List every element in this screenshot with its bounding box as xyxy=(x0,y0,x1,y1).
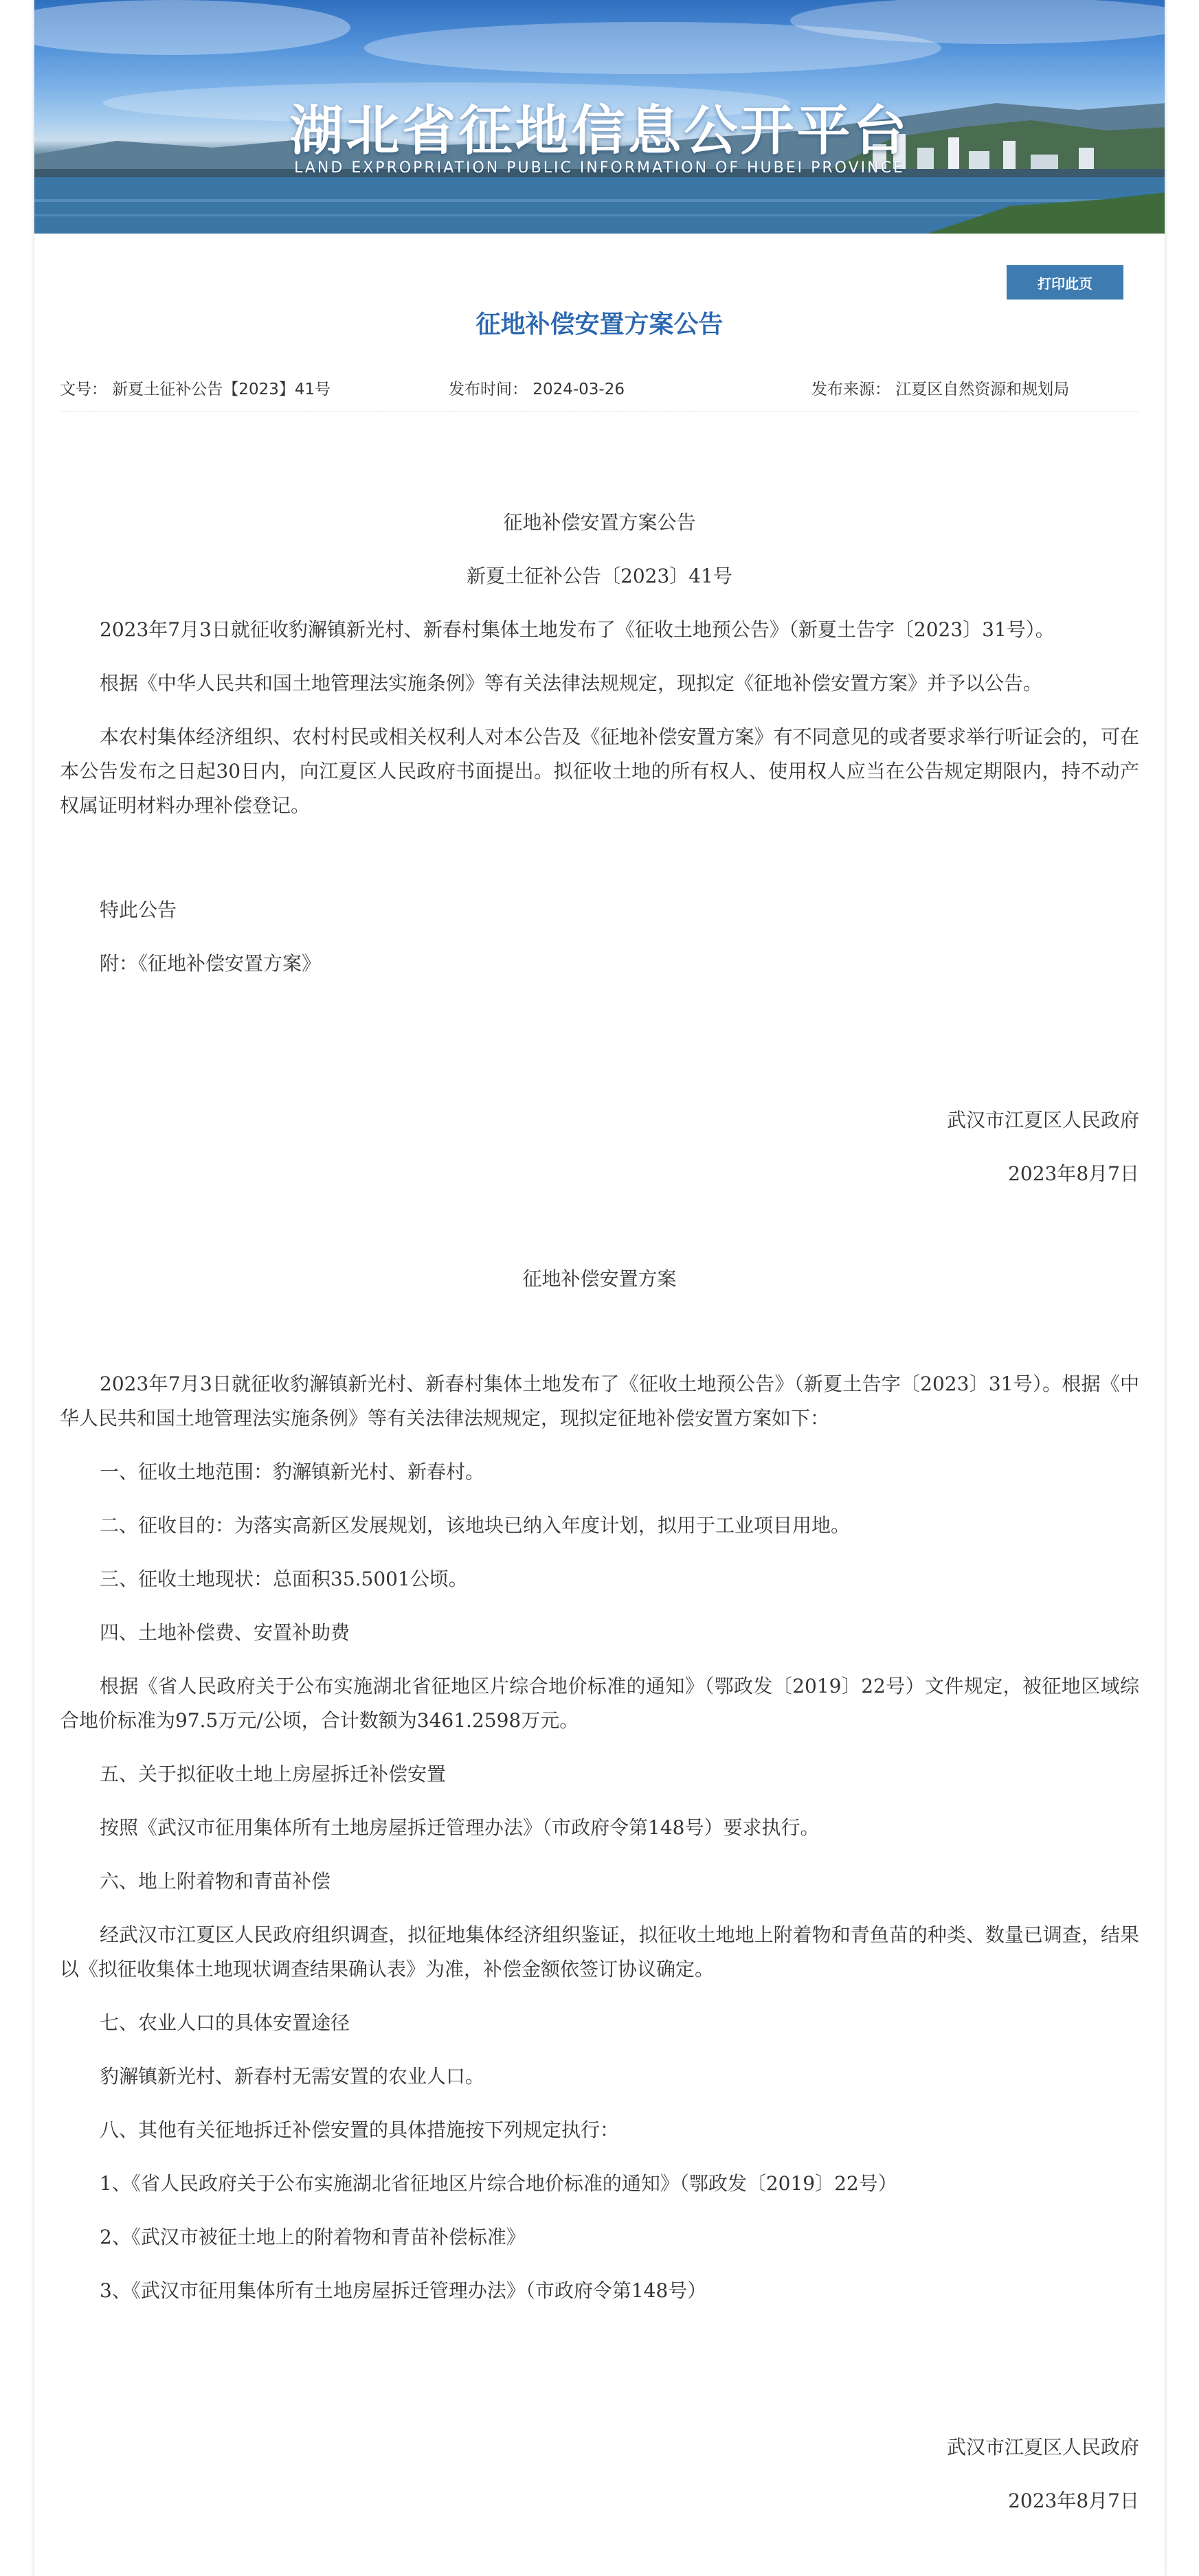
notice-closing: 特此公告 xyxy=(100,899,177,921)
plan-section: 八、其他有关征地拆迁补偿安置的具体措施按下列规定执行： xyxy=(100,2119,620,2141)
plan-paragraph: 按照《武汉市征用集体所有土地房屋拆迁管理办法》（市政府令第148号）要求执行。 xyxy=(100,1816,820,1839)
publish-time: 发布时间： 2024-03-26 xyxy=(449,381,625,398)
plan-section: 四、土地补偿费、安置补助费 xyxy=(100,1621,350,1644)
header-banner xyxy=(34,0,1165,234)
plan-section: 六、地上附着物和青苗补偿 xyxy=(100,1870,331,1893)
plan-intro: 2023年7月3日就征收豹澥镇新光村、新春村集体土地发布了《征收土地预公告》（新夏土告字〔2023〕31号）。根据《中华人民共和国土地管理法实施条例》等有关法律法规规定，现拟定征地补偿安置方案如下： xyxy=(60,1372,1139,1430)
page-title: 征地补偿安置方案公告 xyxy=(475,310,724,339)
notice-attachment: 附：《征地补偿安置方案》 xyxy=(100,952,322,975)
plan-section: 七、农业人口的具体安置途径 xyxy=(100,2011,350,2034)
page xyxy=(34,0,1165,2576)
plan-signer: 武汉市江夏区人民政府 xyxy=(946,2436,1139,2459)
plan-date: 2023年8月7日 xyxy=(1008,2489,1139,2512)
plan-section: 二、征收目的：为落实高新区发展规划，该地块已纳入年度计划，拟用于工业项目用地。 xyxy=(100,1514,851,1537)
print-page-button[interactable]: 打印此页 xyxy=(1007,265,1123,300)
plan-paragraph: 豹澥镇新光村、新春村无需安置的农业人口。 xyxy=(100,2065,485,2088)
notice-title: 征地补偿安置方案公告 xyxy=(503,511,696,534)
plan-reference: 1、《省人民政府关于公布实施湖北省征地区片综合地价标准的通知》（鄂政发〔2019〕22号） xyxy=(100,2172,897,2195)
plan-reference: 3、《武汉市征用集体所有土地房屋拆迁管理办法》（市政府令第148号） xyxy=(100,2279,707,2302)
notice-number: 新夏土征补公告〔2023〕41号 xyxy=(467,565,732,587)
notice-paragraph: 本农村集体经济组织、农村村民或相关权利人对本公告及《征地补偿安置方案》有不同意见的或者要求举行听证会的，可在本公告发布之日起30日内，向江夏区人民政府书面提出。拟征收土地的所有权人、使用权人应当在公告规定期限内，持不动产权属证明材料办理补偿登记。 xyxy=(60,725,1139,817)
plan-reference: 2、《武汉市被征土地上的附着物和青苗补偿标准》 xyxy=(100,2226,526,2248)
notice-signer: 武汉市江夏区人民政府 xyxy=(946,1109,1139,1131)
notice-paragraph: 根据《中华人民共和国土地管理法实施条例》等有关法律法规规定，现拟定《征地补偿安置方案》并予以公告。 xyxy=(100,672,1043,694)
document-meta xyxy=(60,376,1139,411)
plan-section: 三、征收土地现状：总面积35.5001公顷。 xyxy=(100,1568,468,1590)
site-title: 湖北省征地信息公开平台 xyxy=(289,100,910,162)
notice-date: 2023年8月7日 xyxy=(1008,1162,1139,1185)
publish-source: 发布来源： 江夏区自然资源和规划局 xyxy=(811,381,1070,398)
article-body xyxy=(60,495,1139,2518)
plan-paragraph: 经武汉市江夏区人民政府组织调查，拟征地集体经济组织鉴证，拟征收土地地上附着物和青鱼苗的种类、数量已调查，结果以《拟征收集体土地现状调查结果确认表》为准，补偿金额依签订协议确定。 xyxy=(60,1923,1139,1980)
notice-paragraph: 2023年7月3日就征收豹澥镇新光村、新春村集体土地发布了《征收土地预公告》（新夏土告字〔2023〕31号）。 xyxy=(100,618,1055,641)
plan-section: 五、关于拟征收土地上房屋拆迁补偿安置 xyxy=(100,1763,447,1785)
document-number: 文号： 新夏土征补公告【2023】41号 xyxy=(60,381,331,398)
site-subtitle: LAND EXPROPRIATION PUBLIC INFORMATION OF HUBEI PROVINCE xyxy=(294,159,905,177)
plan-section: 一、征收土地范围：豹澥镇新光村、新春村。 xyxy=(100,1460,485,1483)
plan-title: 征地补偿安置方案 xyxy=(522,1267,677,1290)
plan-paragraph: 根据《省人民政府关于公布实施湖北省征地区片综合地价标准的通知》（鄂政发〔2019〕22号）文件规定，被征地区域综合地价标准为97.5万元/公顷，合计数额为3461.2598万元。 xyxy=(60,1675,1139,1732)
